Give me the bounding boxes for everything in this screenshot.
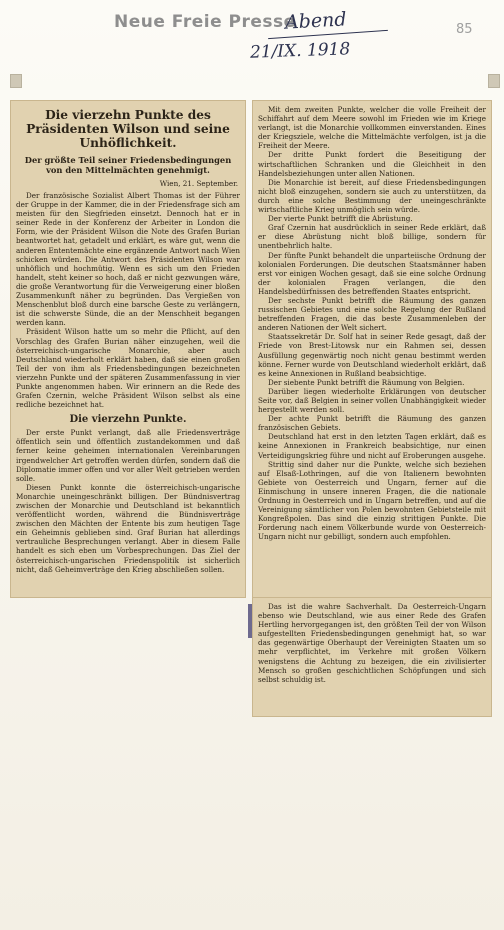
clipping-continuation <box>252 597 492 717</box>
newspaper-stamp: Neue Freie Presse <box>114 12 296 32</box>
paragraph: Der siebente Punkt betrifft die Räumung von Belgien. <box>268 377 465 387</box>
paragraph: Das ist die wahre Sachverhalt. Da Oesterreich-Ungarn ebenso wie Deutschland, wie aus einer Rede des Grafen Hertling hervorgegangen ist, den größten Teil der von Wilson aufgestellten Friedensbedingungen genehmigt hat, so war das gegenwärtige Oberhaupt der Vereinigten Staaten um so mehr verpflichtet, im Verkehre mit großen Völkern wenigstens die Achtung zu bezeigen, die ein zivilisierter Mensch so großen geschichtlichen Schöpfungen und sich selbst schuldig ist. <box>258 602 486 684</box>
paragraph: Der dritte Punkt fordert die Beseitigung der wirtschaftlichen Schranken und die Gleichheit in den Handelsbeziehungen unter allen Nationen. <box>258 150 486 178</box>
handwritten-date: 21/IX. 1918 <box>249 39 351 63</box>
paragraph: Mit dem zweiten Punkte, welcher die volle Freiheit der Schiffahrt auf dem Meere sowohl im Frieden wie im Kriege verlangt, ist die Monarchie vollkommen einverstanden. Eines der Kriegsziele, welche die Mittelmächte verfolgen, ist ja die Freiheit der Meere. <box>258 105 486 151</box>
paragraph: Staatssekretär Dr. Solf hat in seiner Rede gesagt, daß der Friede von Brest-Litowsk nur ein Rahmen sei, dessen Ausfüllung gegenwärtig noch nicht genau bestimmt werden könne. Ferner wurde von Deutschland wiederholt erklärt, daß es keine Annexionen in Rußland beabsichtige. <box>258 332 486 378</box>
mount-tab <box>488 74 500 88</box>
paragraph: Deutschland hat erst in den letzten Tagen erklärt, daß es keine Annexionen in Frankreich beabsichtige, nur einen Verteidigungskrieg führe und nicht auf Eroberungen ausgehe. <box>258 432 486 460</box>
paragraph: Der fünfte Punkt behandelt die unparteiische Ordnung der kolonialen Forderungen. Die deutschen Staatsmänner haben erst vor einigen Wochen gesagt, daß sie eine solche Ordnung der kolonialen Fragen verlangen, die den Handelsbedürfnissen des betreffenden Staates entspricht. <box>258 250 486 296</box>
clipping-left-column <box>10 100 246 598</box>
paragraph: Der vierte Punkt betrifft die Abrüstung. <box>268 214 413 224</box>
paragraph: Der französische Sozialist Albert Thomas ist der Führer der Gruppe in der Kammer, die in der Friedensfrage sich am meisten für den Siegfrieden einsetzt. Dennoch hat er in seiner Rede in der Konferenz der Arbeiter in London die Form, wie der Präsident Wilson die Note des Grafen Burian beantwortet hat, getadelt und erklärt, es wäre gut, wenn die anderen Ententemächte eine ergänzende Antwort nach Wien schicken würden. Die Antwort des Präsidenten Wilson war unhöflich und hochmütig. Wenn es sich um den Frieden handelt, steht keiner so hoch, daß er nicht gezwungen wäre, die große Verantwortung für die Verweigerung einer bloßen Zusammenkunft näher zu begründen. Das Vergießen von Menschenblut bloß durch eine barsche Geste zu verlängern, ist die schwerste Sünde, die an der Menschheit begangen werden kann. <box>16 191 240 328</box>
paragraph: Graf Czernin hat ausdrücklich in seiner Rede erklärt, daß er diese Abrüstung nicht bloß billige, sondern für unentbehrlich halte. <box>258 223 486 251</box>
paragraph: Der sechste Punkt betrifft die Räumung des ganzen russischen Gebietes und eine solche Regelung der Rußland betreffenden Fragen, die das beste Zusammenleben der anderen Nationen der Welt sichert. <box>258 295 486 333</box>
handwritten-edition: Abend <box>284 8 348 34</box>
paragraph: Diesen Punkt konnte die österreichisch-ungarische Monarchie uneingeschränkt billigen. Der Bündnisvertrag zwischen der Monarchie und Deutschland ist bekanntlich veröffentlicht worden, während die Bündnisverträge zwischen den Mächten der Entente bis zum heutigen Tage ein Geheimnis geblieben sind. Graf Burian hat allerdings vertrauliche Besprechungen verlangt. Aber in diesem Falle handelt es sich eben um Vorbesprechungen. Das Ziel der österreichisch-ungarischen Friedenspolitik ist sicherlich nicht, daß Geheimverträge den Krieg abschließen sollen. <box>16 482 240 574</box>
section-heading: Die vierzehn Punkte. <box>69 414 187 426</box>
paragraph: Strittig sind daher nur die Punkte, welche sich beziehen auf Elsaß-Lothringen, auf die von Italienern bewohnten Gebiete von Oesterreich und Ungarn, ferner auf die Einmischung in unsere inneren Fragen, die die nationale Ordnung in Oesterreich und in Ungarn betreffen, und auf die Vereinigung sämtlicher von Polen bewohnten Gebietsteile mit Kongreßpolen. Das sind die einzig strittigen Punkte. Die Forderung nach einem Völkerbunde wurde von Oesterreich-Ungarn nicht nur gebilligt, sondern auch empfohlen. <box>258 459 486 542</box>
paragraph: Der achte Punkt betrifft die Räumung des ganzen französischen Gebiets. <box>258 414 486 433</box>
clipping-right-column <box>252 100 492 598</box>
article-dateline: Wien, 21. September. <box>159 179 238 188</box>
mount-tab <box>10 74 22 88</box>
marker-bar <box>248 604 252 638</box>
article-headline: Die vierzehn Punkte des Präsidenten Wilson und seine Unhöflichkeit. <box>26 108 230 150</box>
paragraph: Der erste Punkt verlangt, daß alle Friedensverträge öffentlich sein und öffentlich zustandekommen und daß ferner keine geheimen internationalen Vereinbarungen irgendwelcher Art getroffen werden dürfen, sondern daß die Diplomatie immer offen und vor aller Welt getrieben werden solle. <box>16 428 240 483</box>
paragraph: Die Monarchie ist bereit, auf diese Friedensbedingungen nicht bloß einzugehen, sondern sie auch zu unterstützen, da durch eine solche Bestimmung der uneingeschränkte wirtschaftliche Krieg unmöglich sein würde. <box>258 177 486 215</box>
paragraph: Darüber liegen wiederholte Erklärungen von deutscher Seite vor, daß Belgien in seiner vollen Unabhängigkeit wieder hergestellt werden soll. <box>258 386 486 415</box>
page-number: 85 <box>456 22 473 37</box>
article-subheadline: Der größte Teil seiner Friedensbedingungen von den Mittelmächten genehmigt. <box>24 155 232 175</box>
paragraph: Präsident Wilson hatte um so mehr die Pflicht, auf den Vorschlag des Grafen Burian näher einzugehen, weil die österreichisch-ungarische Monarchie, aber auch Deutschland wiederholt erklärt haben, daß sie einen großen Teil der von ihm als Friedensbedingungen bezeichneten vierzehn Punkte und der späteren Zusammenfassung in vier Punkte angenommen haben. Wir erinnern an die Rede des Grafen Czernin, welche Präsident Wilson selbst als eine redliche bezeichnet hat. <box>16 327 240 410</box>
